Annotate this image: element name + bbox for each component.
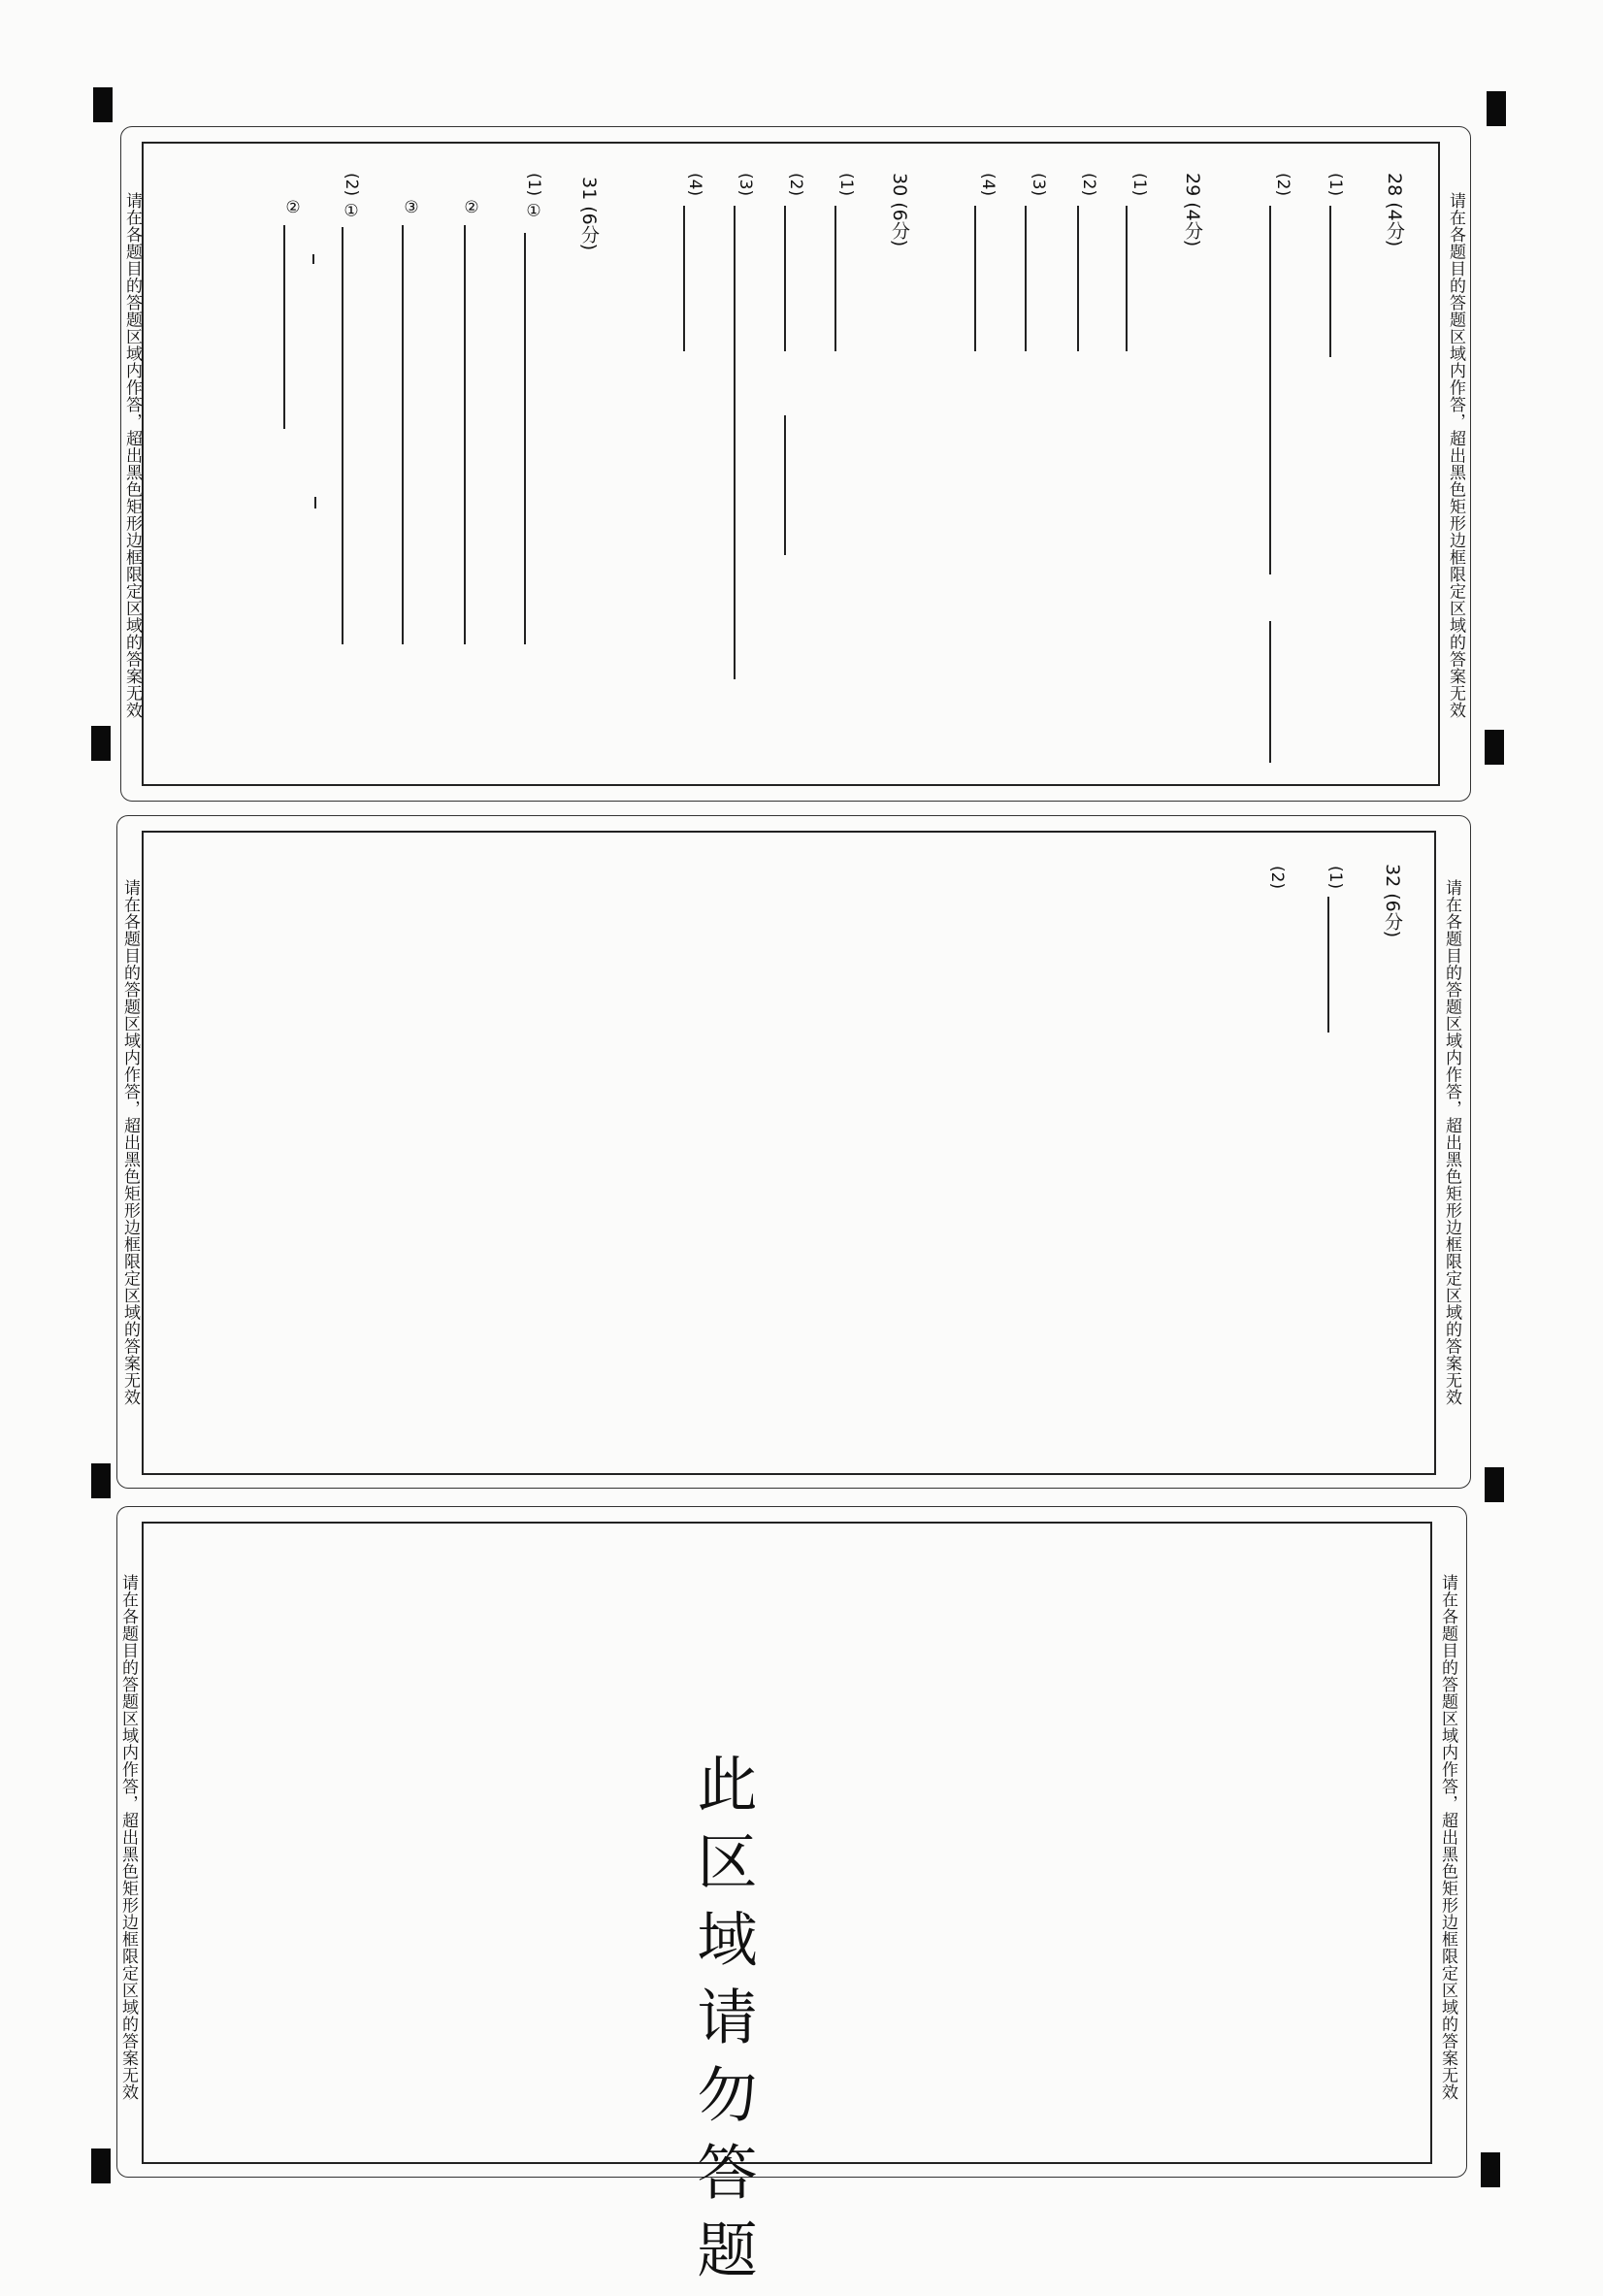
question-31-part-1-3: ③ — [402, 198, 421, 217]
question-31-part-1-1: (1) ① — [524, 173, 543, 221]
registration-marker — [1487, 91, 1506, 126]
question-29-title: 29 (4分) — [1182, 173, 1203, 247]
question-29-part-1: (1) — [1129, 173, 1149, 197]
registration-marker — [91, 2148, 111, 2183]
question-30-part-3: (3) — [736, 173, 755, 197]
answer-line[interactable] — [1269, 206, 1271, 574]
answer-line[interactable] — [683, 206, 685, 351]
answer-line[interactable] — [1327, 897, 1329, 1033]
question-30-title: 30 (6分) — [889, 173, 910, 247]
answer-line[interactable] — [342, 227, 344, 644]
notice-text: 请在各题目的答题区域内作答，超出黑色矩形边框限定区域的答案无效 — [1438, 1574, 1457, 2101]
answer-line[interactable] — [974, 206, 976, 351]
answer-line[interactable] — [1126, 206, 1128, 351]
answer-line[interactable] — [1269, 621, 1271, 763]
question-28-title: 28 (4分) — [1384, 173, 1405, 247]
stray-mark — [314, 497, 316, 508]
no-answer-zone-text: 此区域请勿答题 — [687, 1753, 758, 2296]
answer-line[interactable] — [402, 225, 404, 644]
question-32-title: 32 (6分) — [1382, 864, 1403, 938]
answer-line[interactable] — [1077, 206, 1079, 351]
notice-text: 请在各题目的答题区域内作答，超出黑色矩形边框限定区域的答案无效 — [120, 879, 140, 1406]
question-30-part-2: (2) — [786, 173, 805, 197]
question-31-part-2-2: ② — [283, 198, 303, 217]
question-32-part-2: (2) — [1267, 866, 1287, 890]
question-30-part-4: (4) — [685, 173, 704, 197]
registration-marker — [1481, 2152, 1500, 2187]
question-29-part-4: (4) — [978, 173, 998, 197]
registration-marker — [91, 726, 111, 761]
answer-line[interactable] — [524, 233, 526, 644]
question-32-part-1: (1) — [1325, 866, 1345, 890]
question-30-part-1: (1) — [836, 173, 856, 197]
registration-marker — [91, 1463, 111, 1498]
question-28-part-2: (2) — [1273, 173, 1292, 197]
answer-area-3 — [142, 1522, 1432, 2164]
registration-marker — [93, 87, 113, 122]
registration-marker — [1485, 1467, 1504, 1502]
registration-marker — [1485, 730, 1504, 765]
answer-line[interactable] — [784, 206, 786, 351]
notice-text: 请在各题目的答题区域内作答，超出黑色矩形边框限定区域的答案无效 — [118, 1574, 138, 2101]
question-29-part-2: (2) — [1079, 173, 1098, 197]
answer-line[interactable] — [784, 415, 786, 555]
answer-area-1 — [142, 142, 1440, 786]
answer-area-2 — [142, 831, 1436, 1475]
notice-text: 请在各题目的答题区域内作答，超出黑色矩形边框限定区域的答案无效 — [1446, 192, 1465, 719]
notice-text: 请在各题目的答题区域内作答，超出黑色矩形边框限定区域的答案无效 — [1442, 879, 1461, 1406]
answer-line[interactable] — [1329, 206, 1331, 357]
question-31-part-1-2: ② — [462, 198, 481, 217]
answer-line[interactable] — [464, 225, 466, 644]
answer-line[interactable] — [834, 206, 836, 351]
stray-mark — [312, 254, 314, 264]
question-31-title: 31 (6分) — [578, 177, 600, 251]
answer-line[interactable] — [1025, 206, 1027, 351]
question-31-part-2-1: (2) ① — [342, 173, 361, 221]
question-29-part-3: (3) — [1029, 173, 1048, 197]
answer-line[interactable] — [734, 206, 736, 679]
notice-text: 请在各题目的答题区域内作答，超出黑色矩形边框限定区域的答案无效 — [122, 192, 142, 719]
question-28-part-1: (1) — [1325, 173, 1345, 197]
answer-line[interactable] — [283, 225, 285, 429]
